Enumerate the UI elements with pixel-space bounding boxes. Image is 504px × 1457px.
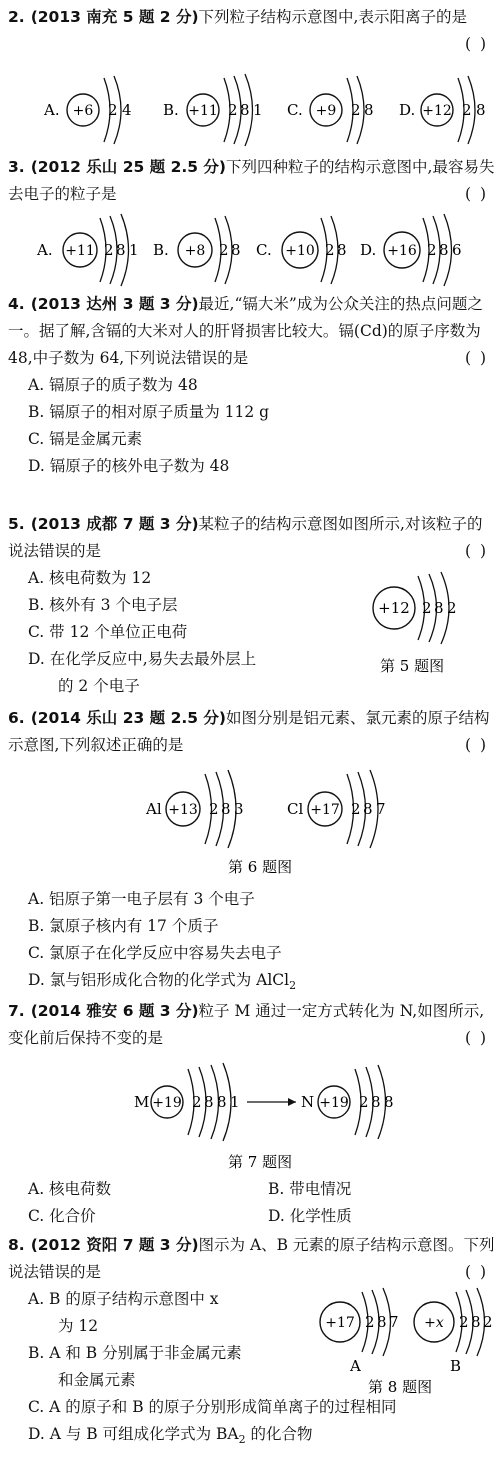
question-text: 下列粒子结构示意图中,表示阳离子的是 bbox=[198, 8, 467, 26]
question-number: 5. bbox=[8, 515, 25, 533]
option-letter: A. bbox=[37, 241, 53, 259]
option-a[interactable]: A. B 的原子结构示意图中 x bbox=[28, 1290, 219, 1308]
nucleus-charge: +9 bbox=[315, 103, 337, 119]
shell-count: 7 bbox=[376, 800, 386, 818]
q3-atom-diagrams bbox=[0, 208, 504, 288]
option-text: D. A 与 B 可组成化学式为 BA bbox=[28, 1425, 239, 1443]
shell-count: 2 bbox=[228, 101, 238, 119]
option-letter: A. bbox=[44, 101, 60, 119]
question-number: 2. bbox=[8, 8, 25, 26]
option-d[interactable] bbox=[8, 1421, 496, 1453]
option-letter: D. bbox=[360, 241, 377, 259]
subscript: 2 bbox=[289, 979, 297, 993]
option-a[interactable]: A. 核电荷数 bbox=[28, 1180, 112, 1198]
option-b[interactable]: B. 核外有 3 个电子层 bbox=[28, 596, 178, 614]
atom-label: A bbox=[350, 1357, 361, 1375]
atom-diagram-b[interactable] bbox=[153, 216, 241, 284]
transformation-arrow bbox=[247, 1098, 296, 1106]
option-a[interactable]: A. 镉原子的质子数为 48 bbox=[28, 376, 198, 394]
element-symbol: Al bbox=[146, 800, 162, 818]
option-b[interactable]: B. 带电情况 bbox=[268, 1180, 352, 1198]
q6-atom-diagrams bbox=[0, 762, 504, 880]
option-c[interactable]: C. 氯原子在化学反应中容易失去电子 bbox=[28, 944, 282, 962]
particle-n-diagram bbox=[301, 1065, 394, 1139]
question-4 bbox=[8, 291, 496, 480]
nucleus-charge: +6 bbox=[72, 103, 94, 119]
option-c[interactable]: C. 带 12 个单位正电荷 bbox=[28, 623, 188, 641]
q5-atom-diagram bbox=[360, 568, 500, 678]
chlorine-atom-diagram bbox=[287, 770, 386, 848]
question-3 bbox=[8, 154, 496, 208]
particle-symbol: N bbox=[301, 1093, 315, 1111]
shell-count: 8 bbox=[116, 241, 126, 259]
option-b-continued: 和金属元素 bbox=[58, 1371, 136, 1389]
question-text: 最近,“镉大米”成为公众关注的热点问题之一。据了解,含镉的大米对人的肝肾损害比较大。镉(Cd)的原子序数为 48,中子数为 64,下列说法错误的是 bbox=[8, 295, 483, 367]
shell-count: 8 bbox=[434, 599, 444, 617]
shell-count: 2 bbox=[104, 241, 114, 259]
shell-count: 8 bbox=[471, 1313, 481, 1331]
option-a[interactable]: A. 铝原子第一电子层有 3 个电子 bbox=[28, 890, 255, 908]
option-c[interactable]: C. 镉是金属元素 bbox=[28, 430, 143, 448]
option-a-continued: 为 12 bbox=[58, 1317, 99, 1335]
atom-diagram-d[interactable] bbox=[360, 214, 462, 286]
question-text: 图示为 A、B 元素的原子结构示意图。下列说法错误的是 bbox=[8, 1236, 495, 1281]
shell-count: 2 bbox=[483, 1313, 493, 1331]
shell-count: 2 bbox=[447, 599, 457, 617]
shell-count: 2 bbox=[427, 241, 437, 259]
question-stem bbox=[8, 291, 496, 372]
element-symbol: Cl bbox=[287, 800, 304, 818]
option-d[interactable]: D. 镉原子的核外电子数为 48 bbox=[28, 457, 230, 475]
question-number: 7. bbox=[8, 1002, 25, 1020]
shell-count: 2 bbox=[219, 241, 229, 259]
nucleus-charge: +19 bbox=[152, 1095, 182, 1111]
question-number: 4. bbox=[8, 295, 25, 313]
shell-count: 8 bbox=[231, 241, 241, 259]
particle-m-diagram bbox=[134, 1063, 240, 1141]
atom-diagram-a[interactable] bbox=[36, 214, 139, 286]
question-number: 3. bbox=[8, 158, 25, 176]
answer-blank[interactable]: ( ) bbox=[464, 542, 488, 560]
nucleus-charge: +16 bbox=[387, 243, 417, 259]
question-source: (2014 雅安 6 题 3 分) bbox=[30, 1002, 199, 1020]
question-text: 某粒子的结构示意图如图所示,对该粒子的说法错误的是 bbox=[8, 515, 483, 560]
question-number: 8. bbox=[8, 1236, 25, 1254]
shell-count: 8 bbox=[377, 1313, 387, 1331]
nucleus-charge: +13 bbox=[168, 802, 198, 818]
q8-atom-diagrams bbox=[306, 1284, 504, 1398]
question-text: 如图分别是铝元素、氯元素的原子结构示意图,下列叙述正确的是 bbox=[8, 709, 490, 754]
nucleus-charge: +x bbox=[424, 1315, 444, 1331]
option-letter: C. bbox=[287, 101, 303, 119]
shell-count: 2 bbox=[108, 101, 118, 119]
option-letter: B. bbox=[153, 241, 169, 259]
question-source: (2013 南充 5 题 2 分) bbox=[30, 8, 199, 26]
shell-count: 2 bbox=[192, 1093, 202, 1111]
option-letter: C. bbox=[256, 241, 272, 259]
shell-count: 2 bbox=[359, 1093, 369, 1111]
option-b[interactable]: B. A 和 B 分别属于非金属元素 bbox=[28, 1344, 242, 1362]
option-letter: B. bbox=[163, 101, 179, 119]
shell-count: 8 bbox=[384, 1093, 394, 1111]
option-b[interactable]: B. 氯原子核内有 17 个质子 bbox=[28, 917, 219, 935]
answer-blank[interactable]: ( ) bbox=[464, 185, 488, 203]
shell-count: 1 bbox=[129, 241, 139, 259]
shell-count: 2 bbox=[459, 1313, 469, 1331]
option-c[interactable]: C. A 的原子和 B 的原子分别形成简单离子的过程相同 bbox=[28, 1398, 397, 1416]
answer-blank[interactable]: ( ) bbox=[464, 736, 488, 754]
nucleus-charge: +17 bbox=[310, 802, 340, 818]
shell-count: 2 bbox=[351, 800, 361, 818]
shell-count: 2 bbox=[209, 800, 219, 818]
aluminum-atom-diagram bbox=[145, 770, 244, 848]
question-stem bbox=[8, 998, 496, 1052]
figure-caption: 第 6 题图 bbox=[228, 858, 293, 876]
option-text: D. 氯与铝形成化合物的化学式为 AlCl bbox=[28, 971, 290, 989]
shell-count: 8 bbox=[364, 101, 374, 119]
answer-blank[interactable]: ( ) bbox=[464, 349, 488, 367]
shell-count: 8 bbox=[217, 1093, 227, 1111]
answer-blank[interactable]: ( ) bbox=[464, 1029, 488, 1047]
question-6-options bbox=[8, 886, 496, 999]
answer-blank[interactable]: ( ) bbox=[464, 35, 488, 53]
figure-caption: 第 7 题图 bbox=[228, 1153, 293, 1171]
nucleus-charge: +19 bbox=[319, 1095, 349, 1111]
question-source: (2014 乐山 23 题 2.5 分) bbox=[30, 709, 227, 727]
atom-diagram-c[interactable] bbox=[287, 76, 374, 144]
shell-count: 8 bbox=[476, 101, 486, 119]
question-stem bbox=[8, 1232, 496, 1286]
option-b[interactable]: B. 镉原子的相对原子质量为 112 g bbox=[28, 403, 270, 421]
shell-count: 4 bbox=[122, 101, 132, 119]
nucleus-charge: +11 bbox=[65, 243, 95, 259]
atom-diagram-d[interactable] bbox=[399, 76, 486, 144]
nucleus-charge: +17 bbox=[325, 1315, 355, 1331]
shell-count: 2 bbox=[462, 101, 472, 119]
answer-blank[interactable]: ( ) bbox=[464, 1263, 488, 1281]
atom-a-diagram bbox=[320, 1288, 399, 1375]
option-d[interactable]: D. 化学性质 bbox=[268, 1207, 352, 1225]
option-d[interactable] bbox=[8, 967, 496, 999]
question-stem bbox=[8, 4, 496, 53]
question-7-options bbox=[8, 1176, 496, 1230]
option-d-continued: 的 2 个电子 bbox=[58, 677, 140, 695]
subscript: 2 bbox=[238, 1433, 246, 1447]
question-6 bbox=[8, 705, 496, 759]
atom-diagram-a[interactable] bbox=[43, 76, 132, 144]
atom-b-diagram bbox=[414, 1288, 493, 1375]
figure-caption: 第 8 题图 bbox=[368, 1378, 433, 1396]
nucleus-charge: +10 bbox=[285, 243, 315, 259]
question-source: (2012 乐山 25 题 2.5 分) bbox=[30, 158, 227, 176]
shell-count: 8 bbox=[204, 1093, 214, 1111]
nucleus-charge: +11 bbox=[188, 103, 218, 119]
question-stem bbox=[8, 705, 496, 759]
question-source: (2013 达州 3 题 3 分) bbox=[30, 295, 199, 313]
question-stem bbox=[8, 154, 496, 208]
shell-count: 3 bbox=[234, 800, 244, 818]
shell-count: 8 bbox=[371, 1093, 381, 1111]
question-source: (2012 资阳 7 题 3 分) bbox=[30, 1236, 199, 1254]
shell-count: 6 bbox=[452, 241, 462, 259]
shell-count: 2 bbox=[325, 241, 335, 259]
q7-transformation-diagram bbox=[0, 1057, 504, 1175]
nucleus-charge: +12 bbox=[378, 599, 410, 617]
shell-count: 2 bbox=[365, 1313, 375, 1331]
atom-diagram-b[interactable] bbox=[163, 74, 263, 146]
question-7 bbox=[8, 998, 496, 1052]
shell-count: 2 bbox=[351, 101, 361, 119]
shell-count: 8 bbox=[439, 241, 449, 259]
shell-count: 1 bbox=[230, 1093, 240, 1111]
question-source: (2013 成都 7 题 3 分) bbox=[30, 515, 199, 533]
atom-label: B bbox=[450, 1357, 462, 1375]
nucleus-charge: +8 bbox=[184, 243, 206, 259]
option-a[interactable]: A. 核电荷数为 12 bbox=[28, 569, 152, 587]
option-text-suffix: 的化合物 bbox=[245, 1425, 313, 1443]
question-stem bbox=[8, 511, 496, 565]
option-letter: D. bbox=[399, 101, 416, 119]
q2-atom-diagrams bbox=[0, 68, 504, 148]
question-2 bbox=[8, 4, 496, 58]
shell-count: 8 bbox=[221, 800, 231, 818]
option-c[interactable]: C. 化合价 bbox=[28, 1207, 96, 1225]
shell-count: 7 bbox=[389, 1313, 399, 1331]
shell-count: 8 bbox=[240, 101, 250, 119]
question-text: 下列四种粒子的结构示意图中,最容易失去电子的粒子是 bbox=[8, 158, 495, 203]
question-text: 粒子 M 通过一定方式转化为 N,如图所示,变化前后保持不变的是 bbox=[8, 1002, 485, 1047]
shell-count: 1 bbox=[253, 101, 263, 119]
particle-symbol: M bbox=[134, 1093, 150, 1111]
question-number: 6. bbox=[8, 709, 25, 727]
shell-count: 2 bbox=[422, 599, 432, 617]
nucleus-charge: +12 bbox=[422, 103, 452, 119]
shell-count: 8 bbox=[337, 241, 347, 259]
atom-diagram-c[interactable] bbox=[256, 216, 347, 284]
shell-count: 8 bbox=[363, 800, 373, 818]
figure-caption: 第 5 题图 bbox=[380, 657, 445, 675]
option-d[interactable]: D. 在化学反应中,易失去最外层上 bbox=[28, 650, 257, 668]
